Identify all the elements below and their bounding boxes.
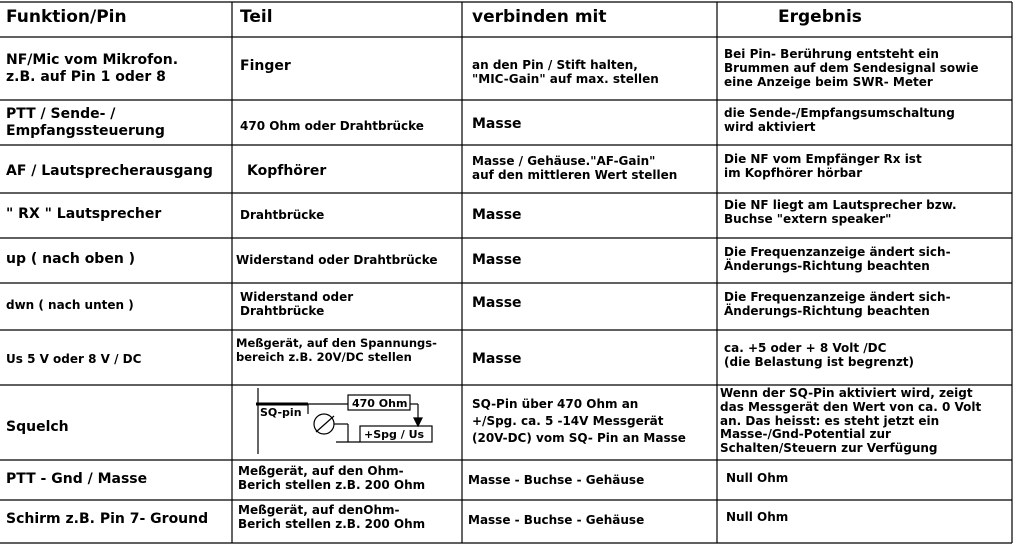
row-9-ergebnis: Null Ohm [726, 471, 789, 485]
header-verbinden-mit: verbinden mit [472, 7, 607, 27]
row-9-teil: Meßgerät, auf den Ohm- Berich stellen z.B. 200 Ohm [238, 464, 426, 493]
row-3-ergebnis: Die NF vom Empfänger Rx ist im Kopfhörer hörbar [724, 152, 922, 181]
row-5-funktion: up ( nach oben ) [6, 251, 136, 267]
row-7-ergebnis: ca. +5 oder + 8 Volt /DC (die Belastung ist begrenzt) [724, 341, 915, 370]
row-8-ergebnis: Wenn der SQ-Pin aktiviert wird, zeigt das Messgerät den Wert von ca. 0 Volt an. Das heisst: es steht jetzt ein Masse-/Gnd-Potential zur Schalten/Steuern zur Verfügung [720, 386, 982, 456]
row-9-funktion: PTT - Gnd / Masse [6, 471, 148, 487]
row-9-verbinden: Masse - Buchse - Gehäuse [468, 473, 645, 487]
row-1-funktion: NF/Mic vom Mikrofon. z.B. auf Pin 1 oder 8 [6, 52, 179, 85]
row-10-ergebnis: Null Ohm [726, 510, 789, 524]
row-3-verbinden: Masse / Gehäuse."AF-Gain" auf den mittleren Wert stellen [472, 154, 678, 183]
row-8-verbinden: SQ-Pin über 470 Ohm an +/Spg. ca. 5 -14V Messgerät (20V-DC) vom SQ- Pin an Masse [472, 397, 686, 445]
header-teil: Teil [240, 7, 273, 27]
arrow-down-icon [414, 418, 422, 426]
row-5-verbinden: Masse [472, 252, 522, 268]
row-1-teil: Finger [240, 58, 291, 74]
row-2-ergebnis: die Sende-/Empfangsumschaltung wird aktiviert [724, 106, 955, 135]
row-7-teil: Meßgerät, auf den Spannungs- bereich z.B. 20V/DC stellen [236, 336, 437, 364]
squelch-circuit-diagram [238, 386, 460, 458]
resistor-label: 470 Ohm [352, 397, 408, 410]
row-4-funktion: " RX " Lautsprecher [6, 206, 162, 222]
header-ergebnis: Ergebnis [778, 7, 862, 27]
row-6-ergebnis: Die Frequenzanzeige ändert sich- Änderungs-Richtung beachten [724, 290, 951, 319]
row-1-ergebnis: Bei Pin- Berührung entsteht ein Brummen auf dem Sendesignal sowie eine Anzeige beim SWR- Meter [724, 47, 979, 90]
row-2-teil: 470 Ohm oder Drahtbrücke [240, 119, 424, 133]
row-4-verbinden: Masse [472, 207, 522, 223]
row-10-teil: Meßgerät, auf denOhm- Berich stellen z.B. 200 Ohm [238, 503, 426, 532]
supply-label: +Spg / Us [364, 428, 425, 441]
row-2-verbinden: Masse [472, 116, 522, 132]
row-6-teil: Widerstand oder Drahtbrücke [240, 290, 354, 319]
row-1-verbinden: an den Pin / Stift halten, "MIC-Gain" auf max. stellen [472, 58, 659, 87]
sq-pin-label: SQ-pin [260, 406, 302, 419]
row-6-verbinden: Masse [472, 295, 522, 311]
row-5-ergebnis: Die Frequenzanzeige ändert sich- Änderungs-Richtung beachten [724, 245, 951, 274]
row-3-funktion: AF / Lautsprecherausgang [6, 163, 213, 179]
row-10-funktion: Schirm z.B. Pin 7- Ground [6, 511, 209, 527]
header-funktion-pin: Funktion/Pin [6, 7, 127, 27]
row-6-funktion: dwn ( nach unten ) [6, 298, 134, 312]
row-5-teil: Widerstand oder Drahtbrücke [236, 253, 438, 267]
row-8-funktion: Squelch [6, 419, 69, 435]
row-7-funktion: Us 5 V oder 8 V / DC [6, 352, 142, 366]
row-3-teil: Kopfhörer [247, 163, 327, 179]
row-7-verbinden: Masse [472, 351, 522, 367]
row-4-ergebnis: Die NF liegt am Lautsprecher bzw. Buchse "extern speaker" [724, 198, 957, 227]
row-10-verbinden: Masse - Buchse - Gehäuse [468, 513, 645, 527]
row-4-teil: Drahtbrücke [240, 208, 325, 222]
row-2-funktion: PTT / Sende- / Empfangssteuerung [6, 106, 165, 139]
